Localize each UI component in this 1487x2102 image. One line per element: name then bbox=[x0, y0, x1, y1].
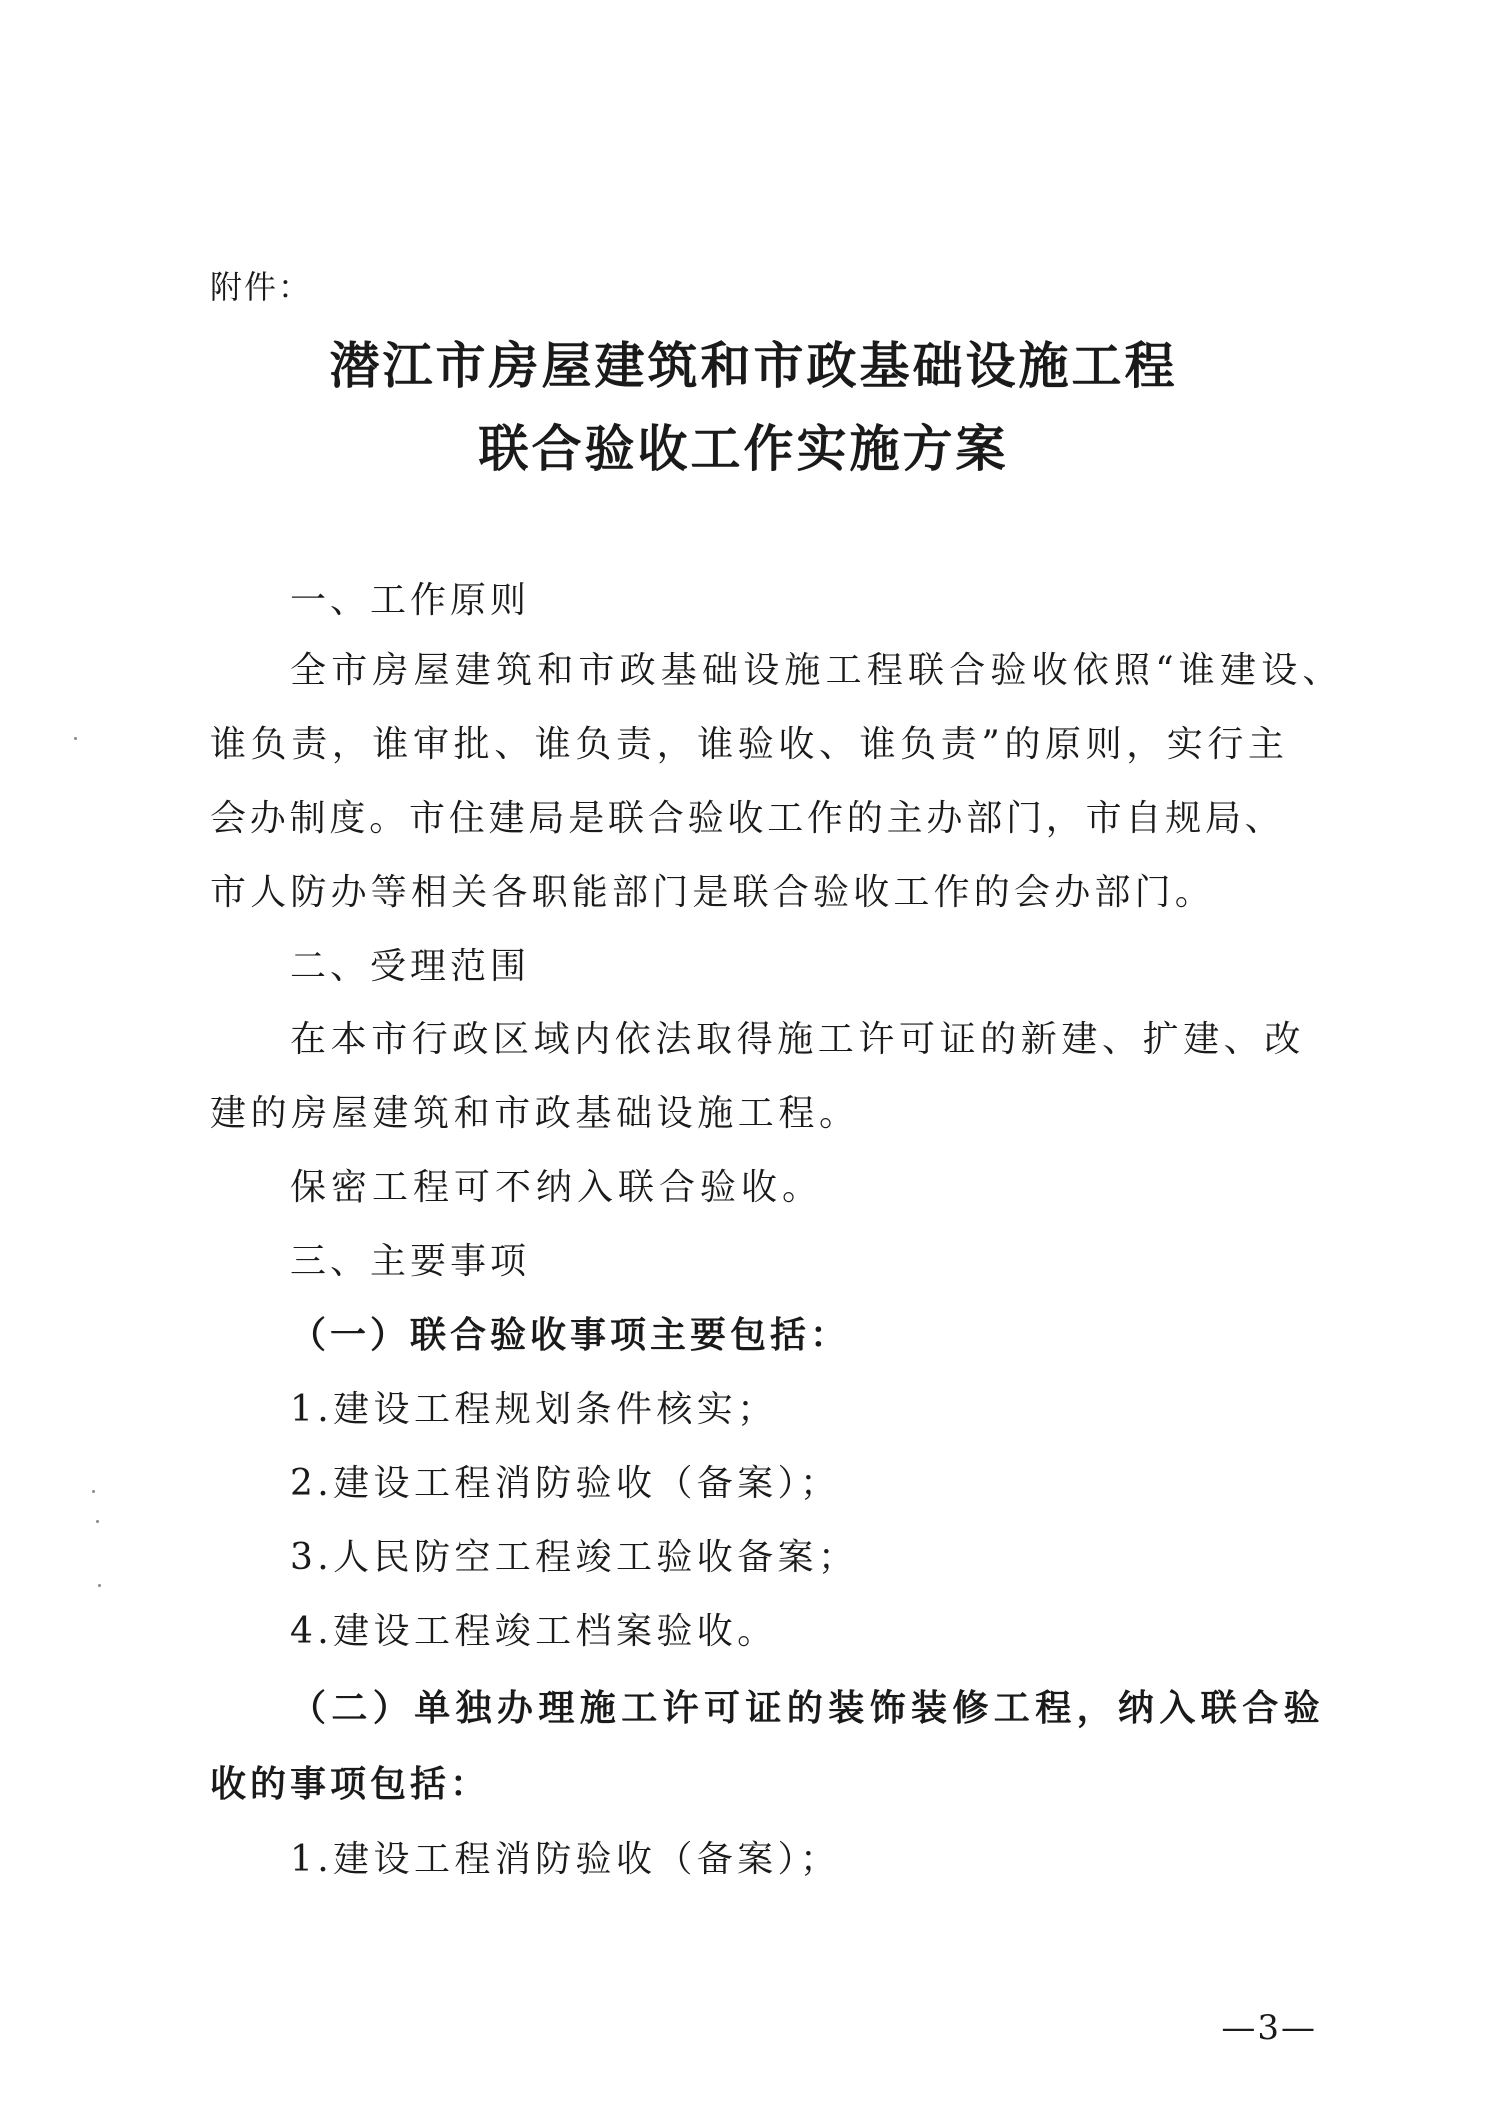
section-2-heading: 二、受理范围 bbox=[290, 946, 531, 987]
section-1-paragraph-line-2: 谁负责，谁审批、谁负责，谁验收、谁负责”的原则，实行主 bbox=[210, 724, 1289, 765]
document-title-line-1: 潜江市房屋建筑和市政基础设施工程 bbox=[329, 336, 1178, 395]
section-3-heading: 三、主要事项 bbox=[290, 1241, 531, 1282]
subsection-2-item: 1.建设工程消防验收（备案）； bbox=[290, 1839, 841, 1880]
scan-speck bbox=[96, 1520, 99, 1523]
section-1-paragraph-line-3: 会办制度。市住建局是联合验收工作的主办部门，市自规局、 bbox=[210, 798, 1285, 839]
section-2-paragraph-line-1: 在本市行政区域内依法取得施工许可证的新建、扩建、改 bbox=[290, 1019, 1306, 1060]
section-2-paragraph-line-2: 建的房屋建筑和市政基础设施工程。 bbox=[210, 1093, 860, 1134]
subsection-1-item: 1.建设工程规划条件核实； bbox=[290, 1389, 778, 1430]
attachment-label: 附件： bbox=[210, 268, 313, 306]
page-number: —3— bbox=[1221, 2008, 1317, 2048]
scan-speck bbox=[98, 1584, 101, 1587]
scan-speck bbox=[92, 1490, 95, 1493]
subsection-1-item: 2.建设工程消防验收（备案）； bbox=[290, 1463, 841, 1504]
section-2-paragraph-2: 保密工程可不纳入联合验收。 bbox=[290, 1167, 824, 1208]
subsection-1-heading: （一）联合验收事项主要包括： bbox=[290, 1314, 851, 1356]
subsection-2-heading-line-2: 收的事项包括： bbox=[210, 1763, 491, 1805]
section-1-paragraph-line-1: 全市房屋建筑和市政基础设施工程联合验收依照“谁建设、 bbox=[290, 650, 1344, 691]
subsection-1-item: 3.人民防空工程竣工验收备案； bbox=[290, 1537, 859, 1578]
subsection-1-item: 4.建设工程竣工档案验收。 bbox=[290, 1611, 778, 1652]
section-1-paragraph-line-4: 市人防办等相关各职能部门是联合验收工作的会办部门。 bbox=[210, 872, 1216, 913]
section-1-heading: 一、工作原则 bbox=[290, 580, 531, 621]
document-title-line-2: 联合验收工作实施方案 bbox=[478, 419, 1009, 478]
subsection-2-heading-line-1: （二）单独办理施工许可证的装饰装修工程，纳入联合验 bbox=[290, 1687, 1326, 1729]
scan-speck bbox=[74, 737, 77, 740]
